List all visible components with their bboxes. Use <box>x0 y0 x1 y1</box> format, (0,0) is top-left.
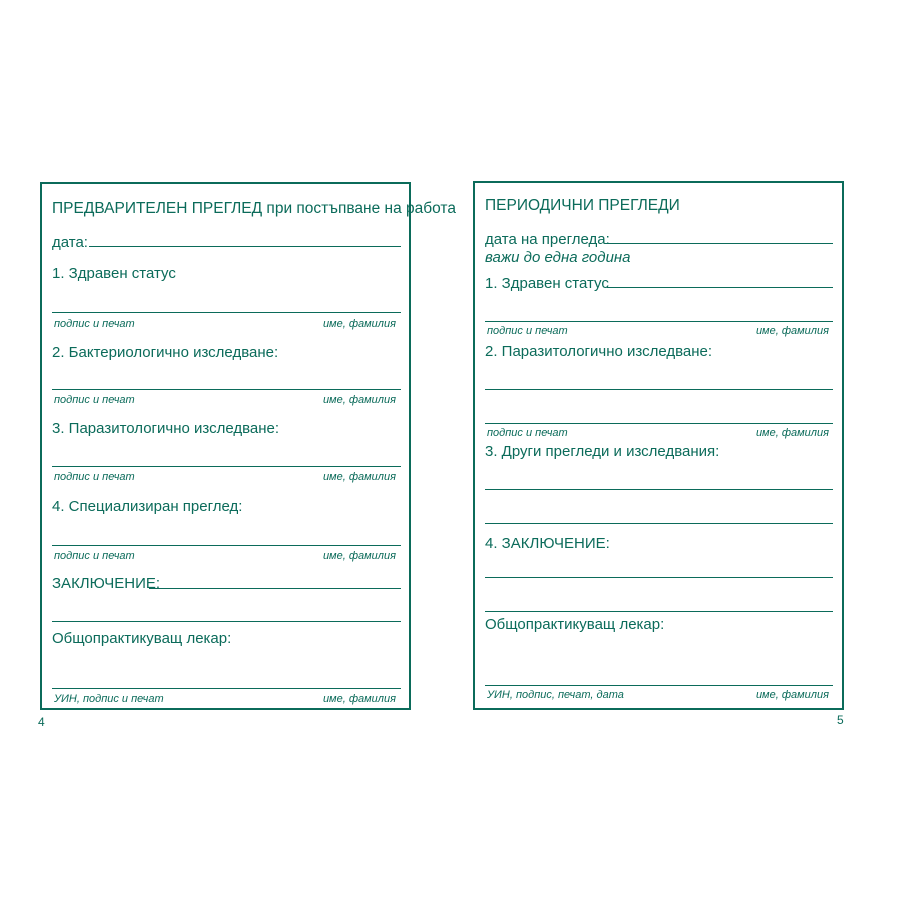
right-name-surname-caption-1: име, фамилия <box>755 325 829 337</box>
right-parasitological-line-2[interactable] <box>485 423 833 424</box>
right-page-title: ПЕРИОДИЧНИ ПРЕГЛЕДИ <box>485 197 680 214</box>
left-conclusion-line-1[interactable] <box>149 588 401 589</box>
left-conclusion-label: ЗАКЛЮЧЕНИЕ: <box>52 575 161 592</box>
left-specialized-line[interactable] <box>52 545 401 546</box>
left-health-status-line[interactable] <box>52 312 401 313</box>
right-other-exams-line-1[interactable] <box>485 489 833 490</box>
right-conclusion-line-2[interactable] <box>485 611 833 612</box>
right-name-surname-caption-3: име, фамилия <box>755 689 829 701</box>
left-page-form <box>40 182 456 710</box>
right-conclusion-label: 4. ЗАКЛЮЧЕНИЕ: <box>485 535 610 552</box>
left-conclusion-line-2[interactable] <box>52 621 401 622</box>
right-other-exams-label: 3. Други прегледи и изследвания: <box>485 443 720 460</box>
left-gp-doctor-label: Общопрактикуващ лекар: <box>52 630 232 647</box>
left-date-label: дата: <box>52 234 88 251</box>
right-other-exams-line-2[interactable] <box>485 523 833 524</box>
left-sign-stamp-caption-3: подпис и печат <box>54 471 135 483</box>
left-page-title: ПРЕДВАРИТЕЛЕН ПРЕГЛЕД при постъпване на работа <box>52 200 456 217</box>
left-parasitological-label: 3. Паразитологично изследване: <box>52 420 280 437</box>
right-gp-doctor-line[interactable] <box>485 685 833 686</box>
left-parasitological-line[interactable] <box>52 466 401 467</box>
right-parasitological-label: 2. Паразитологично изследване: <box>485 343 713 360</box>
left-health-status-label: 1. Здравен статус <box>52 265 176 282</box>
left-page-number: 4 <box>38 715 45 729</box>
left-uin-sign-stamp-caption: УИН, подпис и печат <box>54 693 164 705</box>
right-name-surname-caption-2: име, фамилия <box>755 427 829 439</box>
left-gp-doctor-line[interactable] <box>52 688 401 689</box>
left-sign-stamp-caption-1: подпис и печат <box>54 318 135 330</box>
left-sign-stamp-caption-2: подпис и печат <box>54 394 135 406</box>
right-sign-stamp-caption-1: подпис и печат <box>487 325 568 337</box>
left-date-line[interactable] <box>89 246 401 247</box>
right-conclusion-line-1[interactable] <box>485 577 833 578</box>
right-gp-doctor-label: Общопрактикуващ лекар: <box>485 616 665 633</box>
left-bacteriological-label: 2. Бактериологично изследване: <box>52 344 279 361</box>
right-parasitological-line-1[interactable] <box>485 389 833 390</box>
right-sign-stamp-caption-2: подпис и печат <box>487 427 568 439</box>
right-valid-note: важи до една година <box>485 249 631 266</box>
right-page-form <box>473 181 844 710</box>
left-sign-stamp-caption-4: подпис и печат <box>54 550 135 562</box>
left-name-surname-caption-4: име, фамилия <box>322 550 396 562</box>
right-exam-date-line[interactable] <box>605 243 833 244</box>
left-name-surname-caption-5: име, фамилия <box>322 693 396 705</box>
right-health-status-line-2[interactable] <box>485 321 833 322</box>
right-page-number: 5 <box>837 713 844 727</box>
right-health-status-label: 1. Здравен статус <box>485 275 609 292</box>
left-name-surname-caption-2: име, фамилия <box>322 394 396 406</box>
right-health-status-line-1[interactable] <box>607 287 833 288</box>
left-specialized-label: 4. Специализиран преглед: <box>52 498 243 515</box>
right-exam-date-label: дата на прегледа: <box>485 231 610 248</box>
right-uin-sign-stamp-date-caption: УИН, подпис, печат, дата <box>487 689 624 701</box>
left-bacteriological-line[interactable] <box>52 389 401 390</box>
left-name-surname-caption-3: име, фамилия <box>322 471 396 483</box>
left-name-surname-caption-1: име, фамилия <box>322 318 396 330</box>
